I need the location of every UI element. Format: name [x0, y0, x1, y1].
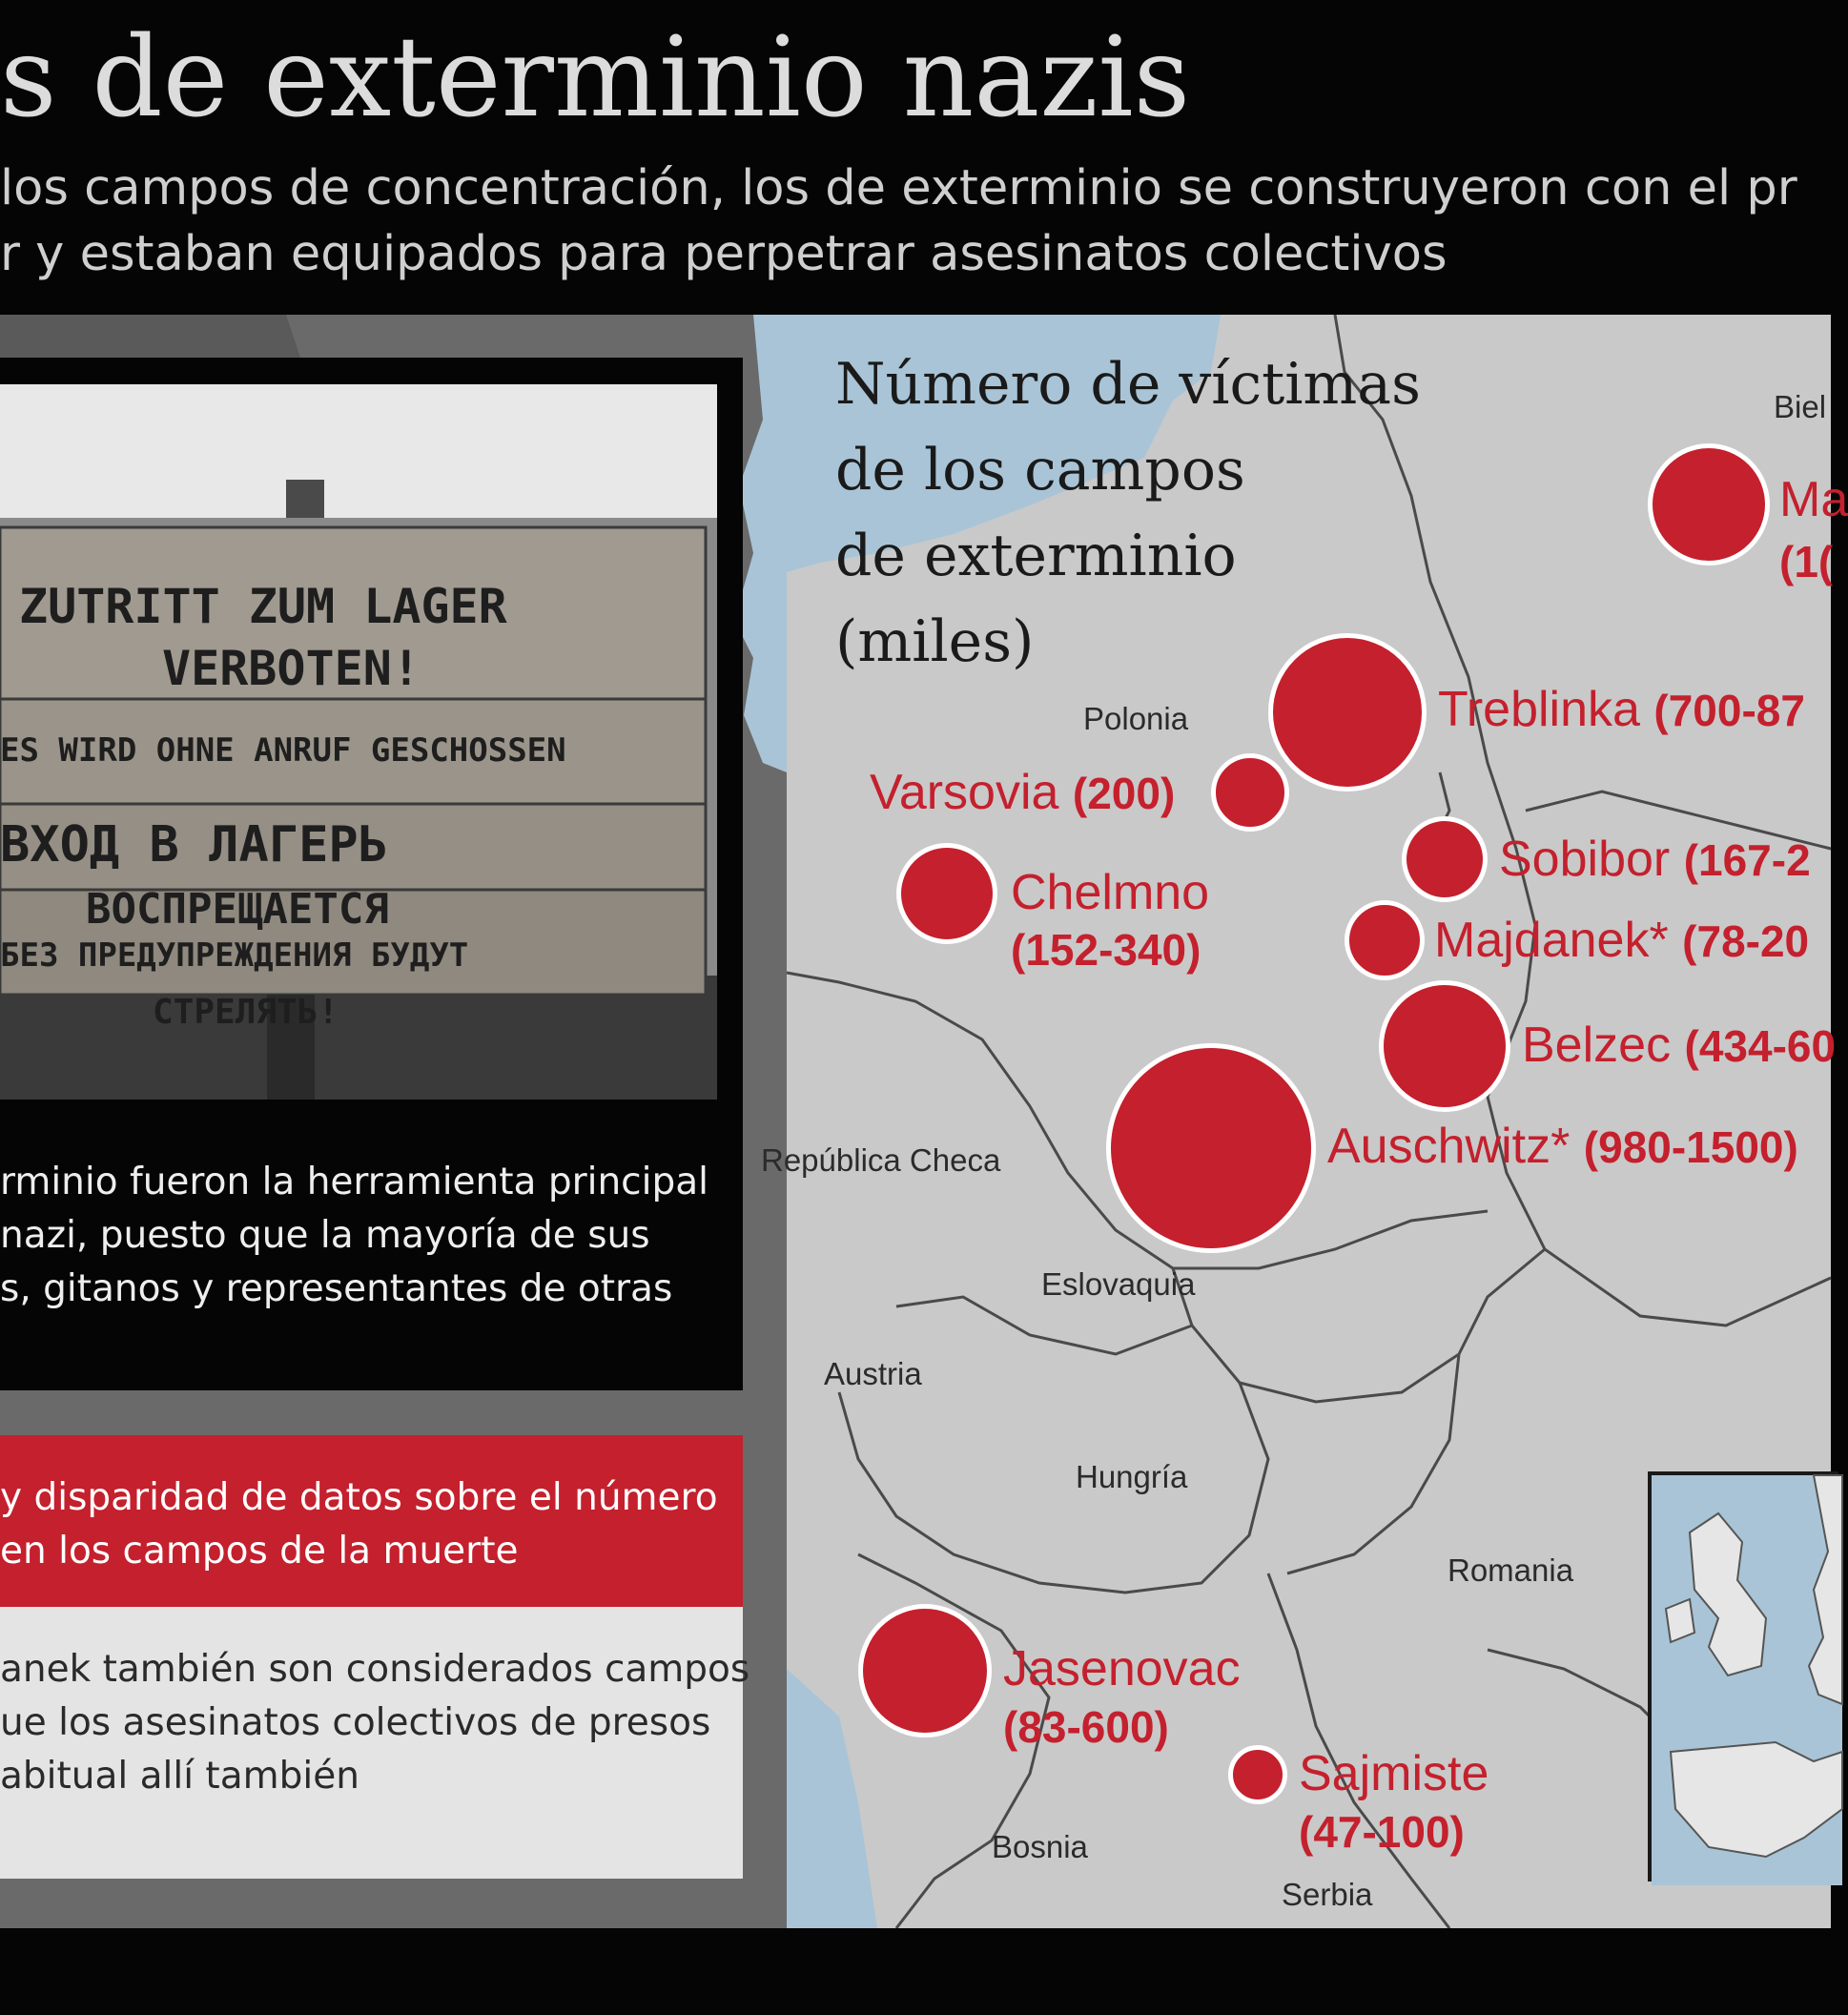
camp-label-auschwitz: Auschwitz* (980-1500) [1327, 1119, 1798, 1174]
caption-line-3: s, gitanos y representantes de otras [0, 1267, 673, 1310]
gray-note-line-1: anek también son considerados campos [0, 1648, 750, 1691]
page-title: s de exterminio nazis [0, 13, 1191, 142]
country-label-bielorrusia: Biel [1774, 389, 1827, 424]
map-title-line-3: de exterminio [835, 523, 1237, 589]
subtitle-line-2: r y estaban equipados para perpetrar asesinatos colectivos [0, 226, 1448, 282]
country-label-romania: Romania [1448, 1552, 1574, 1588]
camp-count-jasenovac: (83-600) [1003, 1702, 1169, 1752]
camp-label-sajmiste: Sajmiste [1299, 1746, 1489, 1801]
camp-label-sobibor: Sobibor (167-2 [1499, 832, 1811, 887]
camp-count-chelmno: (152-340) [1011, 925, 1201, 975]
asterisk-note [0, 1643, 749, 1803]
photo-panel [0, 358, 743, 1390]
camp-label-chelmno: Chelmno [1011, 865, 1210, 920]
map-title [835, 341, 1421, 685]
notes-panel [0, 1435, 750, 1879]
camp-sign-photo [0, 384, 717, 1100]
country-label-austria: Austria [824, 1356, 922, 1391]
camp-marker-chelmno[interactable] [896, 843, 997, 944]
camp-marker-belzec[interactable] [1379, 980, 1510, 1112]
map-title-line-4: (miles) [835, 608, 1035, 675]
camp-label-ma: Ma [1779, 472, 1848, 527]
camp-label-varsovia: Varsovia (200) [870, 765, 1176, 820]
country-label-eslovaquia: Eslovaquia [1041, 1266, 1196, 1302]
country-label-serbia: Serbia [1282, 1877, 1373, 1912]
camp-marker-varsovia[interactable] [1211, 753, 1289, 832]
country-label-polonia: Polonia [1083, 701, 1189, 736]
country-label-republica-checa: República Checa [761, 1142, 1001, 1178]
gray-note-line-3: abitual allí también [0, 1755, 359, 1798]
bottom-band [0, 1928, 1831, 2015]
camp-marker-jasenovac[interactable] [858, 1604, 992, 1737]
camp-label-majdanek: Majdanek* (78-20 [1434, 913, 1810, 968]
caption-line-1: rminio fueron la herramienta principal [0, 1161, 708, 1203]
camp-sign-image [0, 384, 717, 1100]
adriatic-sea [787, 1669, 877, 1928]
data-disparity-note [0, 1435, 743, 1607]
country-label-hungria: Hungría [1076, 1459, 1188, 1494]
camp-label-jasenovac: Jasenovac [1003, 1641, 1241, 1696]
camp-marker-sobibor[interactable] [1402, 816, 1488, 902]
sign-line-2: VERBOTEN! [162, 641, 421, 696]
subtitle-line-1: los campos de concentración, los de exterminio se construyeron con el pr [0, 160, 1797, 216]
red-note-line-1: y disparidad de datos sobre el número [0, 1476, 718, 1519]
camp-marker-auschwitz[interactable] [1106, 1043, 1316, 1253]
map-title-line-2: de los campos [835, 437, 1245, 504]
sign-line-1: ZUTRITT ZUM LAGER [19, 579, 507, 634]
camp-marker-treblinka[interactable] [1268, 633, 1427, 792]
photo-caption [0, 1156, 725, 1316]
camp-label-belzec: Belzec (434-60 [1522, 1018, 1837, 1073]
locator-inset-map [1648, 1471, 1838, 1881]
camp-label-treblinka: Treblinka (700-87 [1438, 682, 1805, 737]
camp-marker-sajmiste[interactable] [1228, 1745, 1287, 1804]
camp-count-ma: (1( [1779, 537, 1834, 586]
sign-line-6: БЕЗ ПРЕДУПРЕЖДЕНИЯ БУДУТ [0, 936, 469, 975]
red-note-line-2: en los campos de la muerte [0, 1530, 519, 1573]
camp-count-sajmiste: (47-100) [1299, 1807, 1465, 1857]
sign-line-7: СТРЕЛЯТЬ! [153, 993, 339, 1032]
inset-geography [1652, 1475, 1842, 1885]
camp-marker-majdanek[interactable] [1345, 900, 1425, 980]
sign-line-4: ВХОД В ЛАГЕРЬ [0, 816, 388, 874]
camp-marker-ma[interactable] [1648, 443, 1770, 565]
caption-line-2: nazi, puesto que la mayoría de sus [0, 1214, 650, 1257]
map-title-line-1: Número de víctimas [835, 351, 1421, 418]
country-label-bosnia: Bosnia [992, 1829, 1088, 1864]
sign-line-3: ES WIRD OHNE ANRUF GESCHOSSEN [0, 731, 566, 770]
gray-note-line-2: ue los asesinatos colectivos de presos [0, 1701, 711, 1744]
sign-line-5: ВОСПРЕЩАЕТСЯ [86, 885, 389, 934]
